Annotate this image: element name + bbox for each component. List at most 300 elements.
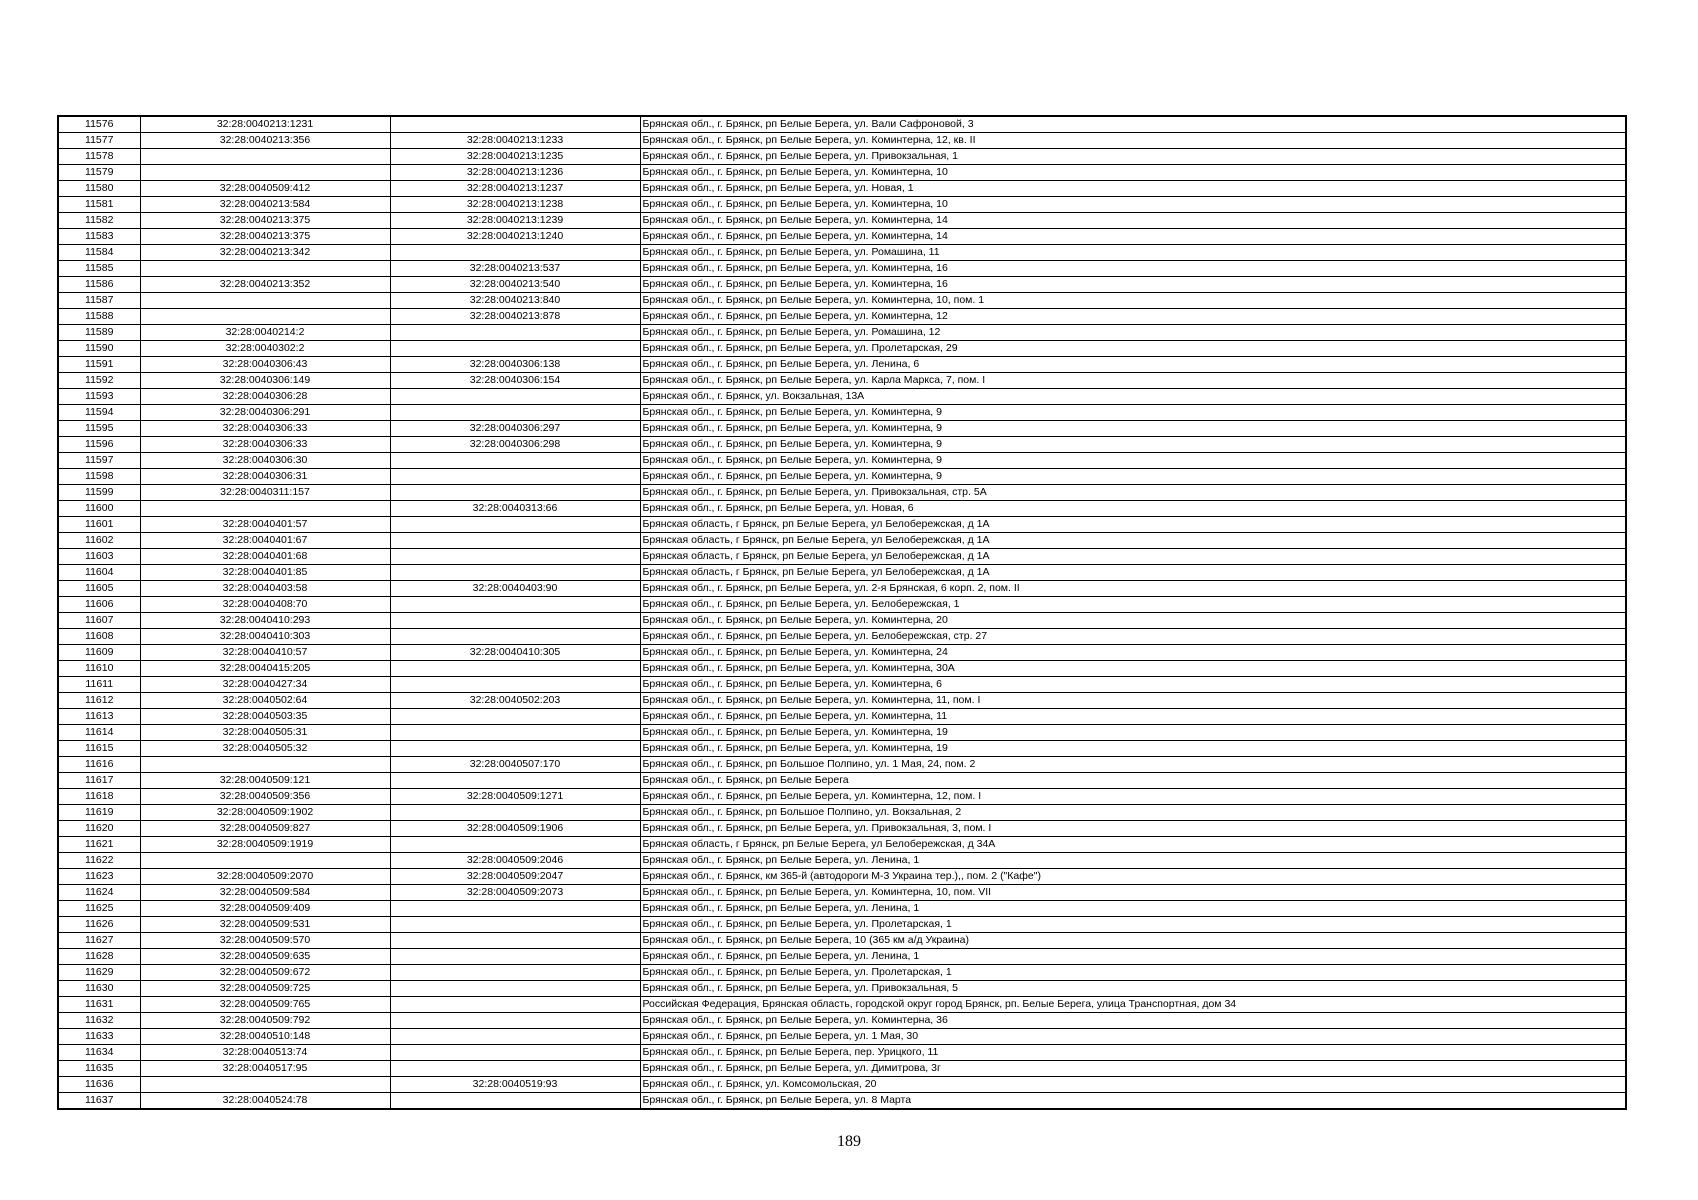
record-number-cell: 11585 (58, 261, 140, 277)
address-cell: Брянская обл., г. Брянск, рп Белые Берега, ул. Коминтерна, 12 (640, 309, 1626, 325)
table-row (58, 661, 1626, 677)
table-row (58, 757, 1626, 773)
record-number-cell: 11610 (58, 661, 140, 677)
record-number-cell: 11600 (58, 501, 140, 517)
record-number-cell: 11580 (58, 181, 140, 197)
address-cell: Брянская обл., г. Брянск, рп Белые Берега (640, 773, 1626, 789)
cadastral-number-cell (140, 501, 390, 517)
record-number-cell: 11599 (58, 485, 140, 501)
cadastral-number-cell: 32:28:0040509:356 (140, 789, 390, 805)
record-number-cell: 11620 (58, 821, 140, 837)
related-cadastral-number-cell: 32:28:0040507:170 (390, 757, 640, 773)
related-cadastral-number-cell (390, 245, 640, 261)
address-cell: Брянская обл., г. Брянск, рп Белые Берега, ул. Коминтерна, 19 (640, 741, 1626, 757)
record-number-cell: 11629 (58, 965, 140, 981)
cadastral-number-cell: 32:28:0040509:570 (140, 933, 390, 949)
address-cell: Брянская обл., г. Брянск, рп Белые Берега, ул. Пролетарская, 1 (640, 917, 1626, 933)
related-cadastral-number-cell: 32:28:0040213:840 (390, 293, 640, 309)
cadastral-number-cell (140, 1077, 390, 1093)
cadastral-number-cell: 32:28:0040509:765 (140, 997, 390, 1013)
related-cadastral-number-cell: 32:28:0040509:2046 (390, 853, 640, 869)
record-number-cell: 11587 (58, 293, 140, 309)
record-number-cell: 11596 (58, 437, 140, 453)
record-number-cell: 11589 (58, 325, 140, 341)
record-number-cell: 11592 (58, 373, 140, 389)
cadastral-number-cell: 32:28:0040517:95 (140, 1061, 390, 1077)
address-cell: Брянская обл., г. Брянск, рп Белые Берега, ул. Коминтерна, 9 (640, 469, 1626, 485)
address-cell: Брянская обл., г. Брянск, рп Белые Берега, ул. Ленина, 1 (640, 853, 1626, 869)
record-number-cell: 11632 (58, 1013, 140, 1029)
cadastral-number-cell: 32:28:0040410:57 (140, 645, 390, 661)
related-cadastral-number-cell (390, 1061, 640, 1077)
table-row (58, 277, 1626, 293)
record-number-cell: 11609 (58, 645, 140, 661)
record-number-cell: 11593 (58, 389, 140, 405)
related-cadastral-number-cell: 32:28:0040509:2073 (390, 885, 640, 901)
address-cell: Брянская обл., г. Брянск, рп Белые Берега, ул. Коминтерна, 10 (640, 197, 1626, 213)
table-row (58, 213, 1626, 229)
address-cell: Брянская обл., г. Брянск, рп Белые Берега, пер. Урицкого, 11 (640, 1045, 1626, 1061)
cadastral-number-cell: 32:28:0040306:291 (140, 405, 390, 421)
cadastral-number-cell: 32:28:0040401:68 (140, 549, 390, 565)
address-cell: Брянская обл., г. Брянск, рп Большое Полпино, ул. Вокзальная, 2 (640, 805, 1626, 821)
table-row (58, 869, 1626, 885)
cadastral-number-cell: 32:28:0040410:293 (140, 613, 390, 629)
cadastral-number-cell: 32:28:0040311:157 (140, 485, 390, 501)
table-row (58, 389, 1626, 405)
address-cell: Брянская область, г Брянск, рп Белые Берега, ул Белобережская, д 1А (640, 533, 1626, 549)
cadastral-number-cell: 32:28:0040408:70 (140, 597, 390, 613)
address-cell: Брянская обл., г. Брянск, рп Белые Берега, ул. Коминтерна, 16 (640, 277, 1626, 293)
record-number-cell: 11634 (58, 1045, 140, 1061)
cadastral-number-cell: 32:28:0040509:409 (140, 901, 390, 917)
address-cell: Брянская обл., г. Брянск, ул. Комсомольская, 20 (640, 1077, 1626, 1093)
cadastral-number-cell: 32:28:0040509:584 (140, 885, 390, 901)
related-cadastral-number-cell (390, 933, 640, 949)
record-number-cell: 11633 (58, 1029, 140, 1045)
table-row (58, 309, 1626, 325)
table-row (58, 1013, 1626, 1029)
address-cell: Брянская обл., г. Брянск, рп Белые Берега, ул. Ленина, 6 (640, 357, 1626, 373)
cadastral-number-cell: 32:28:0040213:1231 (140, 116, 390, 133)
address-cell: Брянская обл., г. Брянск, рп Белые Берега, ул. Коминтерна, 14 (640, 213, 1626, 229)
cadastral-number-cell: 32:28:0040401:57 (140, 517, 390, 533)
table-row (58, 181, 1626, 197)
address-cell: Брянская обл., г. Брянск, рп Белые Берега, ул. Вали Сафроновой, 3 (640, 116, 1626, 133)
record-number-cell: 11615 (58, 741, 140, 757)
related-cadastral-number-cell (390, 1045, 640, 1061)
table-row (58, 597, 1626, 613)
address-cell: Брянская обл., г. Брянск, рп Белые Берега, ул. Ромашина, 12 (640, 325, 1626, 341)
record-number-cell: 11583 (58, 229, 140, 245)
address-cell: Брянская обл., г. Брянск, рп Белые Берега, ул. Коминтерна, 9 (640, 405, 1626, 421)
table-row (58, 933, 1626, 949)
address-cell: Брянская обл., г. Брянск, рп Белые Берега, ул. Привокзальная, 1 (640, 149, 1626, 165)
record-number-cell: 11614 (58, 725, 140, 741)
cadastral-number-cell: 32:28:0040213:375 (140, 213, 390, 229)
related-cadastral-number-cell (390, 341, 640, 357)
address-cell: Брянская обл., г. Брянск, рп Белые Берега, 10 (365 км а/д Украина) (640, 933, 1626, 949)
related-cadastral-number-cell (390, 997, 640, 1013)
table-row (58, 821, 1626, 837)
record-number-cell: 11618 (58, 789, 140, 805)
related-cadastral-number-cell: 32:28:0040213:1236 (390, 165, 640, 181)
cadastral-number-cell: 32:28:0040427:34 (140, 677, 390, 693)
cadastral-number-cell: 32:28:0040306:33 (140, 421, 390, 437)
table-row (58, 421, 1626, 437)
record-number-cell: 11619 (58, 805, 140, 821)
record-number-cell: 11584 (58, 245, 140, 261)
record-number-cell: 11603 (58, 549, 140, 565)
address-cell: Российская Федерация, Брянская область, городской округ город Брянск, рп. Белые Берега, улица Транспортная, дом 34 (640, 997, 1626, 1013)
related-cadastral-number-cell: 32:28:0040306:298 (390, 437, 640, 453)
record-number-cell: 11630 (58, 981, 140, 997)
record-number-cell: 11621 (58, 837, 140, 853)
table-row (58, 709, 1626, 725)
cadastral-number-cell: 32:28:0040502:64 (140, 693, 390, 709)
related-cadastral-number-cell (390, 661, 640, 677)
cadastral-number-cell: 32:28:0040401:85 (140, 565, 390, 581)
table-row (58, 581, 1626, 597)
table-row (58, 1061, 1626, 1077)
cadastral-number-cell: 32:28:0040505:31 (140, 725, 390, 741)
cadastral-number-cell: 32:28:0040509:725 (140, 981, 390, 997)
cadastral-number-cell (140, 757, 390, 773)
address-cell: Брянская обл., г. Брянск, рп Белые Берега, ул. 2-я Брянская, 6 корп. 2, пом. II (640, 581, 1626, 597)
address-cell: Брянская область, г Брянск, рп Белые Берега, ул Белобережская, д 1А (640, 565, 1626, 581)
address-cell: Брянская обл., г. Брянск, рп Белые Берега, ул. Коминтерна, 6 (640, 677, 1626, 693)
cadastral-number-cell: 32:28:0040214:2 (140, 325, 390, 341)
related-cadastral-number-cell (390, 981, 640, 997)
related-cadastral-number-cell (390, 965, 640, 981)
cadastral-number-cell: 32:28:0040306:33 (140, 437, 390, 453)
table-row (58, 805, 1626, 821)
record-number-cell: 11576 (58, 116, 140, 133)
record-number-cell: 11631 (58, 997, 140, 1013)
address-cell: Брянская обл., г. Брянск, ул. Вокзальная, 13А (640, 389, 1626, 405)
table-row (58, 197, 1626, 213)
related-cadastral-number-cell: 32:28:0040509:2047 (390, 869, 640, 885)
cadastral-number-cell: 32:28:0040401:67 (140, 533, 390, 549)
record-number-cell: 11577 (58, 133, 140, 149)
cadastral-number-cell: 32:28:0040509:412 (140, 181, 390, 197)
table-row (58, 981, 1626, 997)
table-row (58, 405, 1626, 421)
related-cadastral-number-cell (390, 725, 640, 741)
record-number-cell: 11611 (58, 677, 140, 693)
cadastral-number-cell (140, 261, 390, 277)
related-cadastral-number-cell: 32:28:0040306:138 (390, 357, 640, 373)
record-number-cell: 11581 (58, 197, 140, 213)
record-number-cell: 11627 (58, 933, 140, 949)
related-cadastral-number-cell: 32:28:0040213:537 (390, 261, 640, 277)
cadastral-number-cell: 32:28:0040306:30 (140, 453, 390, 469)
table-row (58, 517, 1626, 533)
table-row (58, 453, 1626, 469)
address-cell: Брянская обл., г. Брянск, рп Белые Берега, ул. Коминтерна, 36 (640, 1013, 1626, 1029)
address-cell: Брянская обл., г. Брянск, рп Белые Берега, ул. Коминтерна, 11, пом. I (640, 693, 1626, 709)
cadastral-number-cell: 32:28:0040410:303 (140, 629, 390, 645)
table-row (58, 549, 1626, 565)
address-cell: Брянская обл., г. Брянск, рп Белые Берега, ул. 1 Мая, 30 (640, 1029, 1626, 1045)
address-cell: Брянская обл., г. Брянск, рп Белые Берега, ул. Привокзальная, 5 (640, 981, 1626, 997)
related-cadastral-number-cell (390, 677, 640, 693)
cadastral-number-cell: 32:28:0040503:35 (140, 709, 390, 725)
table-row (58, 325, 1626, 341)
record-number-cell: 11578 (58, 149, 140, 165)
record-number-cell: 11637 (58, 1093, 140, 1110)
cadastral-number-cell (140, 309, 390, 325)
cadastral-number-cell: 32:28:0040509:1902 (140, 805, 390, 821)
cadastral-number-cell: 32:28:0040403:58 (140, 581, 390, 597)
record-number-cell: 11602 (58, 533, 140, 549)
cadastral-number-cell: 32:28:0040306:149 (140, 373, 390, 389)
related-cadastral-number-cell: 32:28:0040213:1235 (390, 149, 640, 165)
record-number-cell: 11579 (58, 165, 140, 181)
table-row (58, 997, 1626, 1013)
related-cadastral-number-cell: 32:28:0040519:93 (390, 1077, 640, 1093)
record-number-cell: 11591 (58, 357, 140, 373)
cadastral-number-cell (140, 853, 390, 869)
related-cadastral-number-cell (390, 741, 640, 757)
table-row (58, 837, 1626, 853)
related-cadastral-number-cell (390, 1013, 640, 1029)
address-cell: Брянская обл., г. Брянск, рп Белые Берега, ул. Карла Маркса, 7, пом. I (640, 373, 1626, 389)
address-cell: Брянская обл., г. Брянск, рп Белые Берега, ул. Коминтерна, 24 (640, 645, 1626, 661)
table-row (58, 613, 1626, 629)
related-cadastral-number-cell (390, 565, 640, 581)
table-row (58, 1077, 1626, 1093)
related-cadastral-number-cell: 32:28:0040509:1906 (390, 821, 640, 837)
table-row (58, 693, 1626, 709)
table-row (58, 565, 1626, 581)
record-number-cell: 11582 (58, 213, 140, 229)
record-number-cell: 11607 (58, 613, 140, 629)
cadastral-number-cell: 32:28:0040306:28 (140, 389, 390, 405)
cadastral-number-cell: 32:28:0040510:148 (140, 1029, 390, 1045)
related-cadastral-number-cell: 32:28:0040403:90 (390, 581, 640, 597)
record-number-cell: 11616 (58, 757, 140, 773)
address-cell: Брянская обл., г. Брянск, рп Белые Берега, ул. Коминтерна, 9 (640, 437, 1626, 453)
record-number-cell: 11598 (58, 469, 140, 485)
related-cadastral-number-cell: 32:28:0040213:540 (390, 277, 640, 293)
cadastral-number-cell: 32:28:0040509:792 (140, 1013, 390, 1029)
address-cell: Брянская обл., г. Брянск, рп Большое Полпино, ул. 1 Мая, 24, пом. 2 (640, 757, 1626, 773)
address-cell: Брянская обл., г. Брянск, рп Белые Берега, ул. Коминтерна, 12, пом. I (640, 789, 1626, 805)
related-cadastral-number-cell: 32:28:0040213:878 (390, 309, 640, 325)
cadastral-number-cell: 32:28:0040213:342 (140, 245, 390, 261)
cadastral-number-cell: 32:28:0040524:78 (140, 1093, 390, 1110)
cadastral-number-cell (140, 165, 390, 181)
register-table-body (58, 116, 1626, 1109)
address-cell: Брянская обл., г. Брянск, рп Белые Берега, ул. Привокзальная, 3, пом. I (640, 821, 1626, 837)
cadastral-number-cell: 32:28:0040213:584 (140, 197, 390, 213)
table-row (58, 357, 1626, 373)
related-cadastral-number-cell: 32:28:0040213:1240 (390, 229, 640, 245)
record-number-cell: 11622 (58, 853, 140, 869)
record-number-cell: 11623 (58, 869, 140, 885)
record-number-cell: 11624 (58, 885, 140, 901)
cadastral-number-cell: 32:28:0040509:1919 (140, 837, 390, 853)
related-cadastral-number-cell: 32:28:0040213:1237 (390, 181, 640, 197)
table-row (58, 469, 1626, 485)
cadastral-number-cell: 32:28:0040415:205 (140, 661, 390, 677)
record-number-cell: 11613 (58, 709, 140, 725)
related-cadastral-number-cell (390, 405, 640, 421)
table-row (58, 773, 1626, 789)
record-number-cell: 11636 (58, 1077, 140, 1093)
cadastral-number-cell: 32:28:0040509:121 (140, 773, 390, 789)
related-cadastral-number-cell (390, 1029, 640, 1045)
table-row (58, 261, 1626, 277)
cadastral-number-cell: 32:28:0040306:31 (140, 469, 390, 485)
related-cadastral-number-cell: 32:28:0040410:305 (390, 645, 640, 661)
address-cell: Брянская область, г Брянск, рп Белые Берега, ул Белобережская, д 1А (640, 517, 1626, 533)
table-row (58, 229, 1626, 245)
related-cadastral-number-cell (390, 949, 640, 965)
cadastral-number-cell: 32:28:0040509:672 (140, 965, 390, 981)
address-cell: Брянская область, г Брянск, рп Белые Берега, ул Белобережская, д 34А (640, 837, 1626, 853)
address-cell: Брянская обл., г. Брянск, рп Белые Берега, ул. 8 Марта (640, 1093, 1626, 1110)
page-number: 189 (837, 1133, 861, 1150)
table-row (58, 485, 1626, 501)
table-row (58, 149, 1626, 165)
table-row (58, 133, 1626, 149)
table-row (58, 917, 1626, 933)
address-cell: Брянская обл., г. Брянск, рп Белые Берега, ул. Коминтерна, 10, пом. VII (640, 885, 1626, 901)
related-cadastral-number-cell (390, 805, 640, 821)
address-cell: Брянская область, г Брянск, рп Белые Берега, ул Белобережская, д 1А (640, 549, 1626, 565)
address-cell: Брянская обл., г. Брянск, рп Белые Берега, ул. Коминтерна, 20 (640, 613, 1626, 629)
address-cell: Брянская обл., г. Брянск, рп Белые Берега, ул. Коминтерна, 19 (640, 725, 1626, 741)
address-cell: Брянская обл., г. Брянск, рп Белые Берега, ул. Привокзальная, стр. 5А (640, 485, 1626, 501)
table-row (58, 741, 1626, 757)
table-row (58, 965, 1626, 981)
record-number-cell: 11594 (58, 405, 140, 421)
record-number-cell: 11605 (58, 581, 140, 597)
record-number-cell: 11635 (58, 1061, 140, 1077)
related-cadastral-number-cell (390, 533, 640, 549)
record-number-cell: 11595 (58, 421, 140, 437)
address-cell: Брянская обл., г. Брянск, рп Белые Берега, ул. Коминтерна, 30А (640, 661, 1626, 677)
cadastral-number-cell: 32:28:0040509:2070 (140, 869, 390, 885)
related-cadastral-number-cell: 32:28:0040213:1239 (390, 213, 640, 229)
related-cadastral-number-cell: 32:28:0040213:1238 (390, 197, 640, 213)
address-cell: Брянская обл., г. Брянск, рп Белые Берега, ул. Ромашина, 11 (640, 245, 1626, 261)
related-cadastral-number-cell (390, 629, 640, 645)
table-row (58, 501, 1626, 517)
table-row (58, 677, 1626, 693)
register-table (57, 115, 1627, 1110)
cadastral-number-cell: 32:28:0040213:352 (140, 277, 390, 293)
cadastral-number-cell: 32:28:0040509:827 (140, 821, 390, 837)
related-cadastral-number-cell: 32:28:0040509:1271 (390, 789, 640, 805)
related-cadastral-number-cell (390, 709, 640, 725)
related-cadastral-number-cell: 32:28:0040502:203 (390, 693, 640, 709)
table-row (58, 853, 1626, 869)
address-cell: Брянская обл., г. Брянск, рп Белые Берега, ул. Пролетарская, 1 (640, 965, 1626, 981)
address-cell: Брянская обл., г. Брянск, рп Белые Берега, ул. Коминтерна, 14 (640, 229, 1626, 245)
related-cadastral-number-cell (390, 837, 640, 853)
record-number-cell: 11597 (58, 453, 140, 469)
table-row (58, 437, 1626, 453)
table-row (58, 533, 1626, 549)
cadastral-number-cell: 32:28:0040513:74 (140, 1045, 390, 1061)
address-cell: Брянская обл., г. Брянск, рп Белые Берега, ул. Коминтерна, 12, кв. II (640, 133, 1626, 149)
table-row (58, 293, 1626, 309)
table-row (58, 725, 1626, 741)
address-cell: Брянская обл., г. Брянск, рп Белые Берега, ул. Белобережская, 1 (640, 597, 1626, 613)
table-row (58, 1093, 1626, 1110)
related-cadastral-number-cell (390, 917, 640, 933)
record-number-cell: 11617 (58, 773, 140, 789)
related-cadastral-number-cell (390, 325, 640, 341)
cadastral-number-cell: 32:28:0040509:635 (140, 949, 390, 965)
record-number-cell: 11612 (58, 693, 140, 709)
table-row (58, 373, 1626, 389)
address-cell: Брянская обл., г. Брянск, рп Белые Берега, ул. Коминтерна, 11 (640, 709, 1626, 725)
table-row (58, 1045, 1626, 1061)
table-row (58, 901, 1626, 917)
cadastral-number-cell: 32:28:0040213:375 (140, 229, 390, 245)
table-row (58, 116, 1626, 133)
record-number-cell: 11601 (58, 517, 140, 533)
address-cell: Брянская обл., г. Брянск, рп Белые Берега, ул. Ленина, 1 (640, 901, 1626, 917)
cadastral-number-cell (140, 149, 390, 165)
address-cell: Брянская обл., г. Брянск, рп Белые Берега, ул. Новая, 6 (640, 501, 1626, 517)
table-row (58, 949, 1626, 965)
address-cell: Брянская обл., г. Брянск, рп Белые Берега, ул. Коминтерна, 10, пом. 1 (640, 293, 1626, 309)
table-row (58, 645, 1626, 661)
cadastral-number-cell: 32:28:0040213:356 (140, 133, 390, 149)
cadastral-number-cell: 32:28:0040306:43 (140, 357, 390, 373)
related-cadastral-number-cell: 32:28:0040306:154 (390, 373, 640, 389)
cadastral-number-cell: 32:28:0040509:531 (140, 917, 390, 933)
related-cadastral-number-cell (390, 116, 640, 133)
record-number-cell: 11626 (58, 917, 140, 933)
address-cell: Брянская обл., г. Брянск, рп Белые Берега, ул. Коминтерна, 9 (640, 421, 1626, 437)
related-cadastral-number-cell (390, 549, 640, 565)
cadastral-number-cell (140, 293, 390, 309)
table-row (58, 885, 1626, 901)
table-row (58, 789, 1626, 805)
cadastral-number-cell: 32:28:0040505:32 (140, 741, 390, 757)
table-row (58, 1029, 1626, 1045)
record-number-cell: 11588 (58, 309, 140, 325)
record-number-cell: 11606 (58, 597, 140, 613)
address-cell: Брянская обл., г. Брянск, рп Белые Берега, ул. Пролетарская, 29 (640, 341, 1626, 357)
related-cadastral-number-cell (390, 1093, 640, 1110)
record-number-cell: 11628 (58, 949, 140, 965)
related-cadastral-number-cell (390, 773, 640, 789)
address-cell: Брянская обл., г. Брянск, рп Белые Берега, ул. Ленина, 1 (640, 949, 1626, 965)
record-number-cell: 11604 (58, 565, 140, 581)
related-cadastral-number-cell (390, 469, 640, 485)
related-cadastral-number-cell (390, 613, 640, 629)
related-cadastral-number-cell (390, 453, 640, 469)
address-cell: Брянская обл., г. Брянск, рп Белые Берега, ул. Коминтерна, 9 (640, 453, 1626, 469)
address-cell: Брянская обл., г. Брянск, рп Белые Берега, ул. Новая, 1 (640, 181, 1626, 197)
address-cell: Брянская обл., г. Брянск, рп Белые Берега, ул. Белобережская, стр. 27 (640, 629, 1626, 645)
address-cell: Брянская обл., г. Брянск, рп Белые Берега, ул. Коминтерна, 10 (640, 165, 1626, 181)
related-cadastral-number-cell (390, 517, 640, 533)
table-row (58, 165, 1626, 181)
related-cadastral-number-cell (390, 901, 640, 917)
table-row (58, 245, 1626, 261)
related-cadastral-number-cell (390, 597, 640, 613)
related-cadastral-number-cell: 32:28:0040306:297 (390, 421, 640, 437)
record-number-cell: 11590 (58, 341, 140, 357)
